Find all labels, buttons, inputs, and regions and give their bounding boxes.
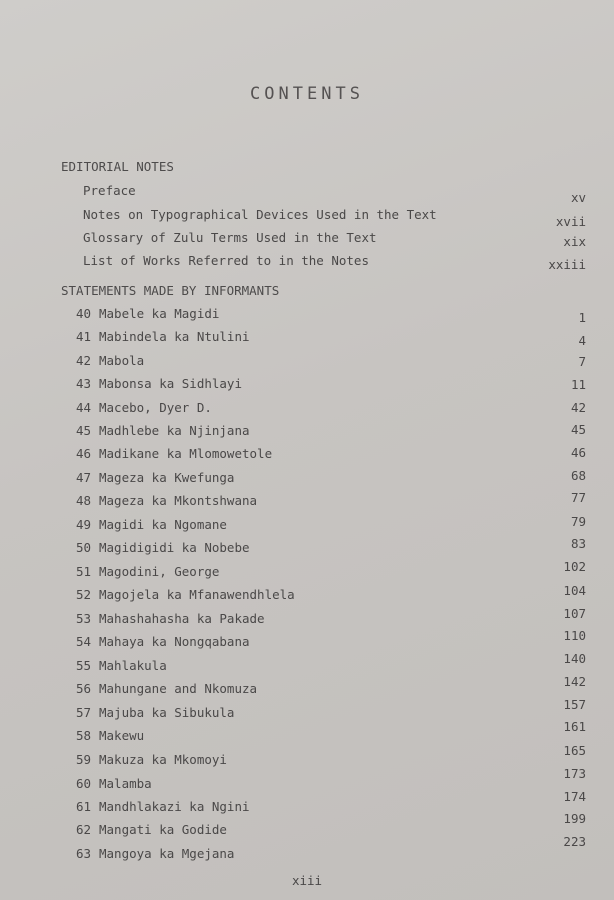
toc-entry xyxy=(0,536,614,560)
page-title: CONTENTS xyxy=(250,84,364,104)
toc-entry-page: 165 xyxy=(563,743,586,758)
toc-entry xyxy=(0,353,614,373)
toc-entry-number: 58 xyxy=(76,728,92,743)
toc-entry-page: 157 xyxy=(563,697,586,712)
toc-entry-label: Magidi ka Ngomane xyxy=(99,517,227,532)
toc-entry-label: Mabola xyxy=(99,353,145,368)
toc-entry-page: 199 xyxy=(563,811,586,826)
toc-entry-page: 173 xyxy=(563,766,586,781)
toc-entry-page: 77 xyxy=(570,490,586,505)
statements-heading: STATEMENTS MADE BY INFORMANTS xyxy=(61,283,280,298)
toc-entry-number: 49 xyxy=(76,517,92,532)
toc-entry-label: Madikane ka Mlomowetole xyxy=(99,446,273,461)
toc-entry-label: Magojela ka Mfanawendhlela xyxy=(99,587,295,602)
toc-entry-number: 62 xyxy=(76,822,92,837)
toc-entry-label: Majuba ka Sibukula xyxy=(99,705,235,720)
toc-entry-label: Makuza ka Mkomoyi xyxy=(99,752,227,767)
toc-entry-number: 60 xyxy=(76,776,92,791)
toc-entry-number: 47 xyxy=(76,470,92,485)
toc-entry-page: xv xyxy=(570,190,586,205)
toc-entry-page: 46 xyxy=(570,445,586,460)
toc-entry-number: 42 xyxy=(76,353,92,368)
toc-entry xyxy=(0,628,614,654)
toc-entry-page: 104 xyxy=(563,583,586,598)
toc-entry-number: 63 xyxy=(76,846,92,861)
toc-entry-page: 107 xyxy=(563,606,586,621)
toc-entry-number: 56 xyxy=(76,681,92,696)
toc-entry-label: Preface xyxy=(83,183,136,198)
toc-entry-label: Madhlebe ka Njinjana xyxy=(99,423,250,438)
toc-entry-page: 42 xyxy=(570,400,586,415)
toc-entry xyxy=(0,423,614,443)
toc-entry xyxy=(0,329,614,349)
toc-entry-number: 46 xyxy=(76,446,92,461)
editorial-notes-heading: EDITORIAL NOTES xyxy=(61,159,174,174)
toc-entry-page: 142 xyxy=(563,674,586,689)
page-number: xiii xyxy=(291,873,323,888)
toc-entry xyxy=(0,446,614,466)
toc-entry-label: Macebo, Dyer D. xyxy=(99,400,212,415)
toc-entry-page: 83 xyxy=(570,536,586,551)
toc-entry-page: xvii xyxy=(555,214,586,229)
toc-entry-label: Magodini, George xyxy=(99,564,220,579)
toc-entry-page: 140 xyxy=(563,651,586,666)
toc-entry xyxy=(0,789,614,819)
toc-entry xyxy=(0,400,614,420)
toc-entry xyxy=(0,719,614,748)
toc-entry-number: 50 xyxy=(76,540,92,555)
toc-entry-label: Mageza ka Mkontshwana xyxy=(99,493,258,508)
toc-entry xyxy=(0,743,614,772)
toc-entry xyxy=(0,253,614,273)
toc-entry-label: Notes on Typographical Devices Used in the Text xyxy=(83,207,437,222)
toc-entry-label: Mahashahasha ka Pakade xyxy=(99,611,265,626)
toc-entry-number: 48 xyxy=(76,493,92,508)
toc-entry-number: 44 xyxy=(76,400,92,415)
toc-entry-number: 41 xyxy=(76,329,92,344)
toc-entry-number: 52 xyxy=(76,587,92,602)
toc-entry-page: 79 xyxy=(570,514,586,529)
toc-entry-label: Mabele ka Magidi xyxy=(99,306,220,321)
toc-entry-label: Mabindela ka Ntulini xyxy=(99,329,250,344)
toc-entry xyxy=(0,470,614,490)
toc-entry-label: List of Works Referred to in the Notes xyxy=(83,253,369,268)
toc-entry-page: 45 xyxy=(570,422,586,437)
toc-entry-label: Mahaya ka Nongqabana xyxy=(99,634,250,649)
toc-entry-page: 7 xyxy=(578,354,586,369)
toc-entry xyxy=(0,376,614,396)
toc-entry-number: 53 xyxy=(76,611,92,626)
toc-entry-label: Malamba xyxy=(99,776,152,791)
toc-entry-number: 55 xyxy=(76,658,92,673)
toc-entry-number: 51 xyxy=(76,564,92,579)
toc-entry xyxy=(0,583,614,607)
toc-entry-page: 4 xyxy=(578,333,586,348)
toc-entry-number: 61 xyxy=(76,799,92,814)
toc-entry xyxy=(0,490,614,513)
toc-entry-page: 161 xyxy=(563,719,586,734)
toc-entry-page: 223 xyxy=(563,834,586,849)
toc-entry xyxy=(0,559,614,584)
toc-entry-label: Magidigidi ka Nobebe xyxy=(99,540,250,555)
toc-entry-label: Makewu xyxy=(99,728,145,743)
toc-entry-page: xxiii xyxy=(548,257,586,272)
toc-entry-label: Mahungane and Nkomuza xyxy=(99,681,258,696)
toc-entry-number: 54 xyxy=(76,634,92,649)
toc-entry xyxy=(0,674,614,701)
toc-entry-page: 1 xyxy=(578,310,586,325)
toc-entry xyxy=(0,651,614,678)
toc-entry-page: 110 xyxy=(563,628,586,643)
toc-entry xyxy=(0,514,614,537)
toc-entry-page: 102 xyxy=(563,559,586,574)
toc-entry-number: 43 xyxy=(76,376,92,391)
toc-entry xyxy=(0,207,614,227)
toc-entry-number: 59 xyxy=(76,752,92,767)
toc-entry xyxy=(0,697,614,725)
toc-entry-label: Mangoya ka Mgejana xyxy=(99,846,235,861)
toc-entry-page: xix xyxy=(563,234,586,249)
toc-entry xyxy=(0,230,614,250)
toc-entry-label: Mangati ka Godide xyxy=(99,822,227,837)
toc-entry xyxy=(0,834,614,866)
toc-entry xyxy=(0,606,614,631)
toc-entry-page: 174 xyxy=(563,789,586,804)
toc-entry-label: Mahlakula xyxy=(99,658,167,673)
toc-entry-number: 57 xyxy=(76,705,92,720)
toc-entry-page: 68 xyxy=(570,468,586,483)
toc-entry-number: 45 xyxy=(76,423,92,438)
toc-entry xyxy=(0,183,614,203)
toc-entry-number: 40 xyxy=(76,306,92,321)
toc-entry-page: 11 xyxy=(570,377,586,392)
toc-entry-label: Mabonsa ka Sidhlayi xyxy=(99,376,242,391)
toc-entry xyxy=(0,766,614,796)
toc-entry xyxy=(0,811,614,842)
toc-entry-label: Mandhlakazi ka Ngini xyxy=(99,799,250,814)
toc-entry-label: Glossary of Zulu Terms Used in the Text xyxy=(83,230,377,245)
toc-entry-label: Mageza ka Kwefunga xyxy=(99,470,235,485)
toc-entry xyxy=(0,306,614,326)
